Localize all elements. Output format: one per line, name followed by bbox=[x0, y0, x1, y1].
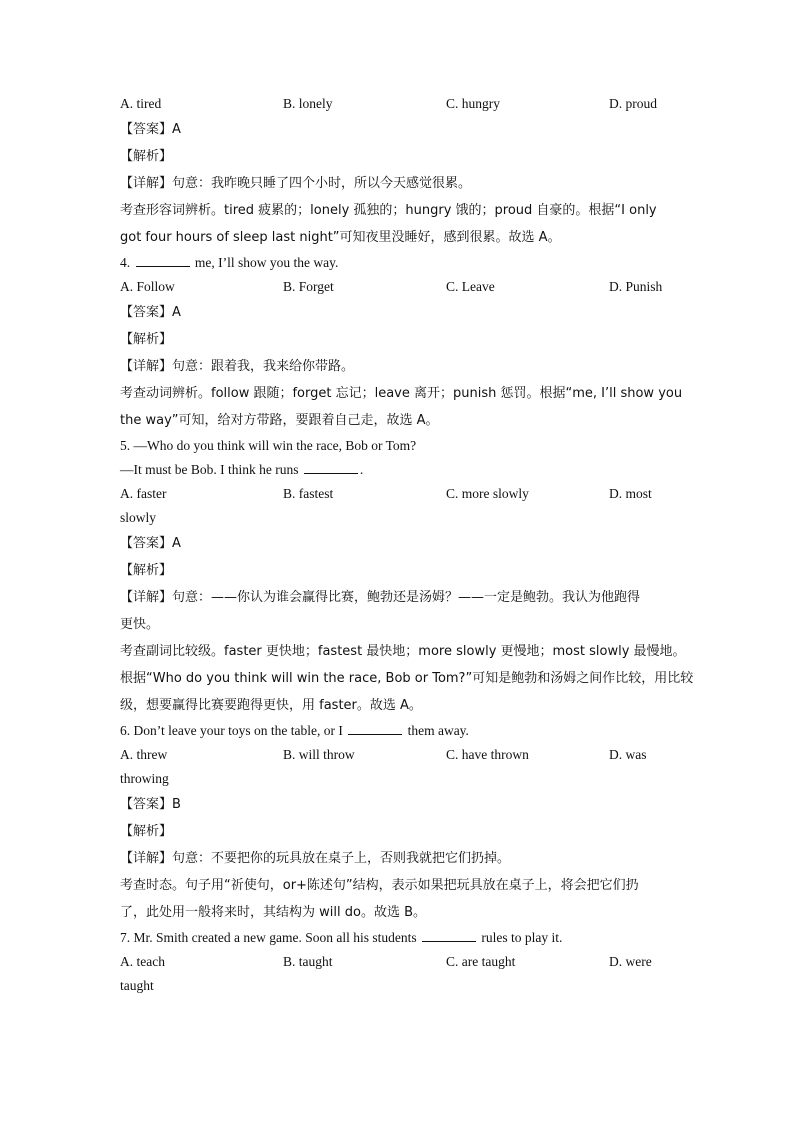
explain-line: 了，此处用一般将来时，其结构为 will do。故选 B。 bbox=[120, 905, 426, 920]
question-6 bbox=[120, 719, 680, 743]
option-c: C. Leave bbox=[446, 279, 495, 294]
explain-line: the way”可知，给对方带路，要跟着自己走，故选 A。 bbox=[120, 413, 439, 428]
explain-line: 考查副词比较级。faster 更快地；fastest 最快地；more slowly 更慢地；most slowly 最慢地。 bbox=[120, 644, 686, 659]
explain-line: 考查时态。句子用“祈使句，or+陈述句”结构，表示如果把玩具放在桌子上，将会把它们扔 bbox=[120, 878, 639, 893]
answer-label: 【答案】B bbox=[120, 797, 181, 812]
options-row bbox=[120, 950, 680, 974]
question-7 bbox=[120, 926, 680, 950]
option-a: A. teach bbox=[120, 954, 165, 969]
option-d: D. Punish bbox=[609, 279, 663, 294]
option-a: A. threw bbox=[120, 747, 168, 762]
question-text: me, I’ll show you the way. bbox=[191, 255, 339, 270]
question-text: 4. bbox=[120, 255, 134, 270]
option-c: C. have thrown bbox=[446, 747, 529, 762]
question-text: them away. bbox=[404, 723, 469, 738]
option-d: D. proud bbox=[609, 96, 657, 111]
detail-text: 更快。 bbox=[120, 617, 160, 632]
options-row bbox=[120, 482, 680, 506]
option-a: A. faster bbox=[120, 486, 167, 501]
explain-line: 级，想要赢得比赛要跑得更快，用 faster。故选 A。 bbox=[120, 698, 422, 713]
question-text: . bbox=[359, 462, 364, 477]
option-c: C. more slowly bbox=[446, 486, 529, 501]
answer-blank bbox=[348, 720, 402, 735]
option-b: B. Forget bbox=[283, 279, 334, 294]
analysis-label: 【解析】 bbox=[120, 149, 173, 164]
option-wrap: throwing bbox=[120, 771, 169, 786]
question-text: rules to play it. bbox=[477, 930, 563, 945]
option-b: B. fastest bbox=[283, 486, 334, 501]
answer-label: 【答案】A bbox=[120, 305, 181, 320]
question-4 bbox=[120, 251, 680, 275]
answer-label: 【答案】A bbox=[120, 122, 181, 137]
question-text: —It must be Bob. I think he runs bbox=[120, 462, 302, 477]
explain-line: 根据“Who do you think will win the race, Bob or Tom?”可知是鲍勃和汤姆之间作比较，用比较 bbox=[120, 671, 694, 686]
explain-line: 考查形容词辨析。tired 疲累的；lonely 孤独的；hungry 饿的；proud 自豪的。根据“I only bbox=[120, 203, 657, 218]
option-a: A. tired bbox=[120, 96, 162, 111]
analysis-label: 【解析】 bbox=[120, 563, 173, 578]
detail-text: 【详解】句意：——你认为谁会赢得比赛，鲍勃还是汤姆？——一定是鲍勃。我认为他跑得 bbox=[120, 590, 641, 605]
detail-text: 【详解】句意：跟着我，我来给你带路。 bbox=[120, 359, 355, 374]
option-b: B. lonely bbox=[283, 96, 333, 111]
option-a: A. Follow bbox=[120, 279, 175, 294]
option-b: B. will throw bbox=[283, 747, 355, 762]
detail-text: 【详解】句意：我昨晚只睡了四个小时，所以今天感觉很累。 bbox=[120, 176, 472, 191]
option-c: C. hungry bbox=[446, 96, 500, 111]
analysis-label: 【解析】 bbox=[120, 824, 173, 839]
option-d: D. was bbox=[609, 747, 647, 762]
question-text: 6. Don’t leave your toys on the table, or I bbox=[120, 723, 347, 738]
explain-line: 考查动词辨析。follow 跟随；forget 忘记；leave 离开；punish 惩罚。根据“me, I’ll show you bbox=[120, 386, 683, 401]
options-row bbox=[120, 275, 680, 299]
option-wrap: slowly bbox=[120, 510, 157, 525]
answer-blank bbox=[136, 252, 190, 267]
question-text: 7. Mr. Smith created a new game. Soon all his students bbox=[120, 930, 420, 945]
answer-label: 【答案】A bbox=[120, 536, 181, 551]
question-5-reply bbox=[120, 458, 680, 482]
option-b: B. taught bbox=[283, 954, 333, 969]
option-d: D. most bbox=[609, 486, 652, 501]
option-d: D. were bbox=[609, 954, 652, 969]
question-5: 5. —Who do you think will win the race, Bob or Tom? bbox=[120, 438, 417, 453]
options-row bbox=[120, 92, 680, 116]
option-wrap: taught bbox=[120, 978, 154, 993]
answer-blank bbox=[422, 927, 476, 942]
options-row bbox=[120, 743, 680, 767]
option-c: C. are taught bbox=[446, 954, 516, 969]
analysis-label: 【解析】 bbox=[120, 332, 173, 347]
detail-text: 【详解】句意：不要把你的玩具放在桌子上，否则我就把它们扔掉。 bbox=[120, 851, 511, 866]
explain-line: got four hours of sleep last night”可知夜里没睡好，感到很累。故选 A。 bbox=[120, 230, 561, 245]
document-page bbox=[120, 92, 694, 998]
answer-blank bbox=[304, 459, 358, 474]
